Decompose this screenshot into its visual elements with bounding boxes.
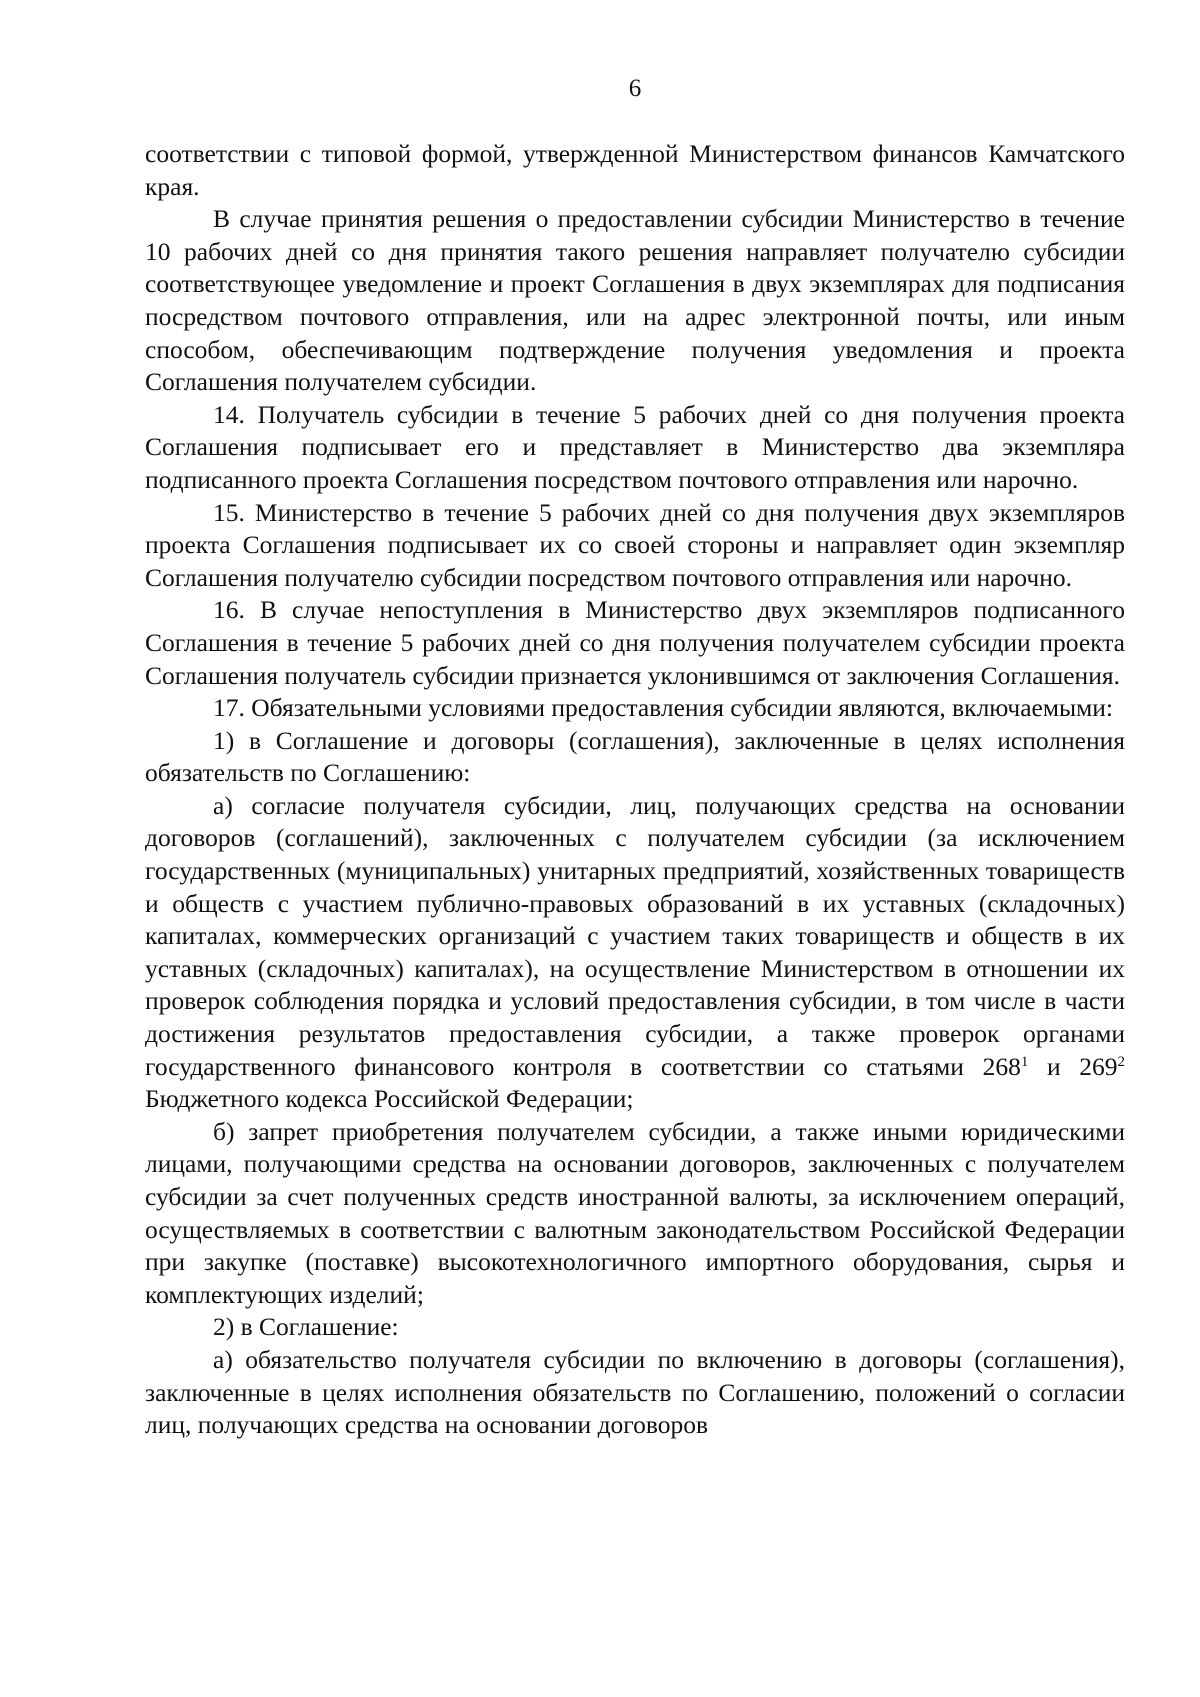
subitem-1a-text-start: а) согласие получателя субсидии, лиц, получающих средства на основании договоров (соглашений), заключенных с получателем субсидии (за исключением государственных (муниципальных) унитарных предприятий, хозяйственных товариществ и обществ с участием публично-правовых образований в их уставных (складочных) капиталах, коммерческих организаций с участием таких товариществ и обществ в их уставных (складочных) капиталах), на осуществление Министерством в отношении их проверок соблюдения порядка и условий предоставления субсидии, в том числе в части достижения результатов предоставления субсидии, а также проверок органами государственного финансового контроля в соответствии со статьями 268 [145,790,1125,1081]
footnote-superscript-1: 1 [1020,1053,1029,1070]
paragraph-decision-notice: В случае принятия решения о предоставлении субсидии Министерство в течение 10 рабочих дней со дня принятия такого решения направляет получателю субсидии соответствующее уведомление и проект Соглашения в двух экземплярах для подписания посредством почтового отправления, или на адрес электронной почты, или иным способом, обеспечивающим подтверждение получения уведомления и проекта Соглашения получателем субсидии. [145,204,1125,397]
subitem-1a-text-middle: и 269 [1028,1051,1118,1081]
paragraph-subitem-1b: б) запрет приобретения получателем субсидии, а также иными юридическими лицами, получающими средства на основании договоров, заключенных с получателем субсидии за счет полученных средств иностранной валюты, за исключением операций, осуществляемых в соответствии с валютным законодательством Российской Федерации при закупке (поставке) высокотехнологичного импортного оборудования, сырья и комплектующих изделий; [145,1116,1125,1309]
paragraph-item-15: 15. Министерство в течение 5 рабочих дней со дня получения двух экземпляров проекта Соглашения подписывает их со своей стороны и направляет один экземпляр Соглашения получателю субсидии посредством почтового отправления или нарочно. [145,497,1125,592]
paragraph-subitem-1a [145,790,1125,1116]
paragraph-continuation: соответствии с типовой формой, утвержденной Министерством финансов Камчатского края. [145,139,1125,201]
paragraph-subitem-2: 2) в Соглашение: [213,1312,399,1342]
paragraph-subitem-1: 1) в Соглашение и договоры (соглашения), заключенные в целях исполнения обязательств по Соглашению: [145,725,1125,788]
document-body [145,138,1125,1442]
paragraph-item-16: 16. В случае непоступления в Министерство двух экземпляров подписанного Соглашения в течение 5 рабочих дней со дня получения получателем субсидии проекта Соглашения получатель субсидии признается уклонившимся от заключения Соглашения. [145,595,1125,690]
paragraph-subitem-2a: а) обязательство получателя субсидии по включению в договоры (соглашения), заключенные в целях исполнения обязательств по Соглашению, положений о согласии лиц, получающих средства на основании договоров [145,1344,1125,1440]
page-number: 6 [628,75,642,102]
paragraph-item-17: 17. Обязательными условиями предоставления субсидии являются, включаемыми: [213,693,1113,723]
paragraph-item-14: 14. Получатель субсидии в течение 5 рабочих дней со дня получения проекта Соглашения подписывает его и представляет в Министерство два экземпляра подписанного проекта Соглашения посредством почтового отправления или нарочно. [145,399,1125,494]
subitem-1a-text-end: Бюджетного кодекса Российской Федерации; [145,1084,634,1114]
footnote-superscript-2: 2 [1117,1053,1125,1070]
